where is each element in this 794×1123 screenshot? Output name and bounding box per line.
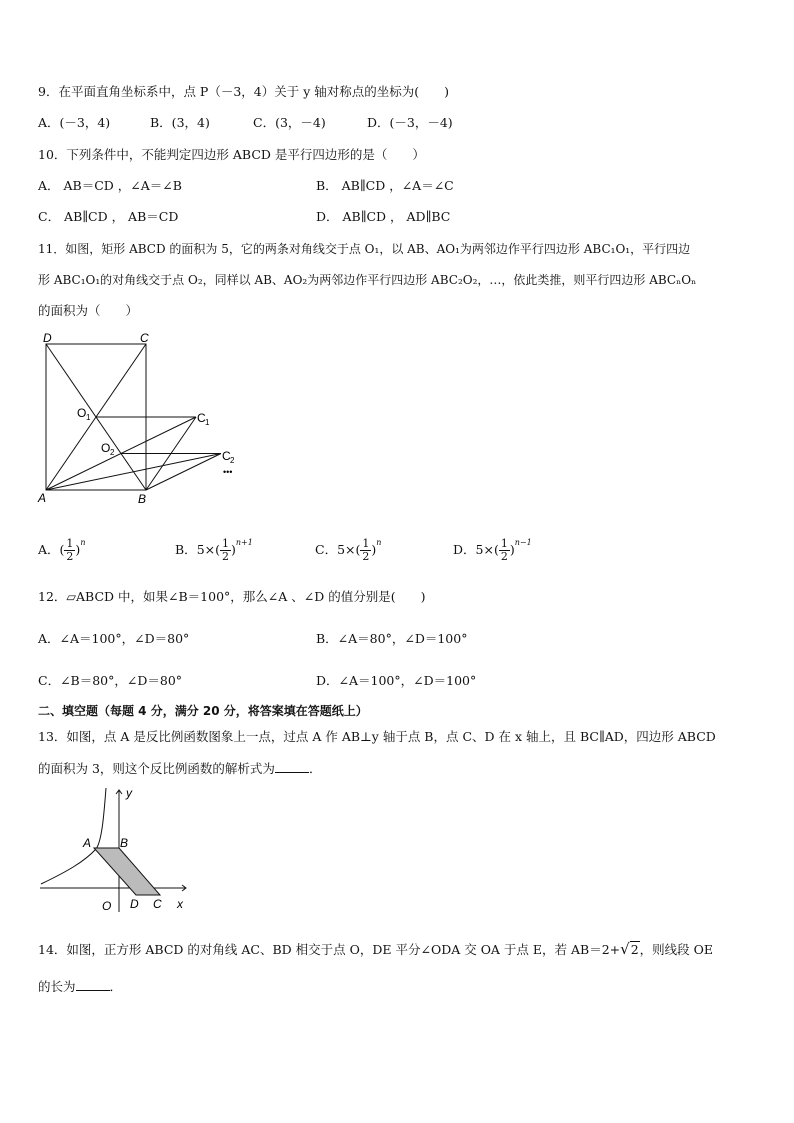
label-o1: O bbox=[77, 406, 87, 420]
label-o2-sub: 2 bbox=[110, 448, 115, 457]
q9-option-d: D．(－3，－4) bbox=[367, 115, 453, 130]
q13-figure bbox=[36, 784, 196, 916]
q10-option-a: A． AB＝CD ，∠A＝∠B bbox=[38, 178, 182, 193]
q11-line-2: 形 ABC₁O₁的对角线交于点 O₂，同样以 AB、AO₂为两邻边作平行四边形 ABC₂O₂，…，依此类推，则平行四边形 ABCₙOₙ bbox=[38, 273, 697, 287]
q14-line-1: 14．如图，正方形 ABCD 的对角线 AC、BD 相交于点 O，DE 平分∠ODA 交 OA 于点 E，若 AB＝2+√2，则线段 OE bbox=[38, 940, 714, 958]
q12-stem: 12．▱ABCD 中，如果∠B＝100°，那么∠A 、∠D 的值分别是( ) bbox=[38, 589, 426, 604]
q9-option-c: C．(3，－4) bbox=[253, 115, 326, 130]
label-c1: C bbox=[197, 411, 206, 425]
diagonal-a-c2 bbox=[46, 454, 221, 491]
label-b: B bbox=[138, 492, 147, 506]
q12-option-b: B．∠A＝80°，∠D＝100° bbox=[316, 631, 468, 646]
q12-option-a: A．∠A＝100°，∠D＝80° bbox=[38, 631, 190, 646]
q14-answer-blank bbox=[76, 978, 110, 991]
label-c1-sub: 1 bbox=[205, 418, 210, 427]
q11-option-c: C．5×( $\frac{1}{2}$ )$^n$ bbox=[315, 537, 382, 563]
section-2-title: 二、填空题（每题 4 分，满分 20 分，将答案填在答题纸上） bbox=[38, 704, 368, 718]
q12-option-d: D．∠A＝100°，∠D＝100° bbox=[316, 673, 477, 688]
segment-b-c2 bbox=[146, 454, 221, 491]
q11-option-d: D．5×( $\frac{1}{2}$ )$^{n-1}$ bbox=[453, 537, 532, 563]
hyperbola-curve bbox=[41, 788, 106, 884]
label-o: O bbox=[102, 899, 112, 913]
label-c: C bbox=[153, 897, 162, 911]
label-d: D bbox=[43, 331, 52, 345]
label-o1-sub: 1 bbox=[86, 413, 91, 422]
label-x: x bbox=[177, 897, 183, 911]
label-c2-sub: 2 bbox=[230, 456, 235, 465]
q10-option-c: C． AB∥CD ， AB＝CD bbox=[38, 209, 179, 224]
sqrt-radicand: 2 bbox=[630, 942, 639, 957]
q10-option-b: B． AB∥CD ，∠A＝∠C bbox=[316, 178, 454, 193]
q9-stem: 9．在平面直角坐标系中，点 P（－3，4）关于 y 轴对称点的坐标为( ) bbox=[38, 84, 450, 99]
label-d: D bbox=[130, 897, 139, 911]
q9-option-b: B．(3，4) bbox=[150, 115, 210, 130]
continuation-dots: ••• bbox=[223, 467, 233, 477]
q10-stem: 10．下列条件中，不能判定四边形 ABCD 是平行四边形的是（ ） bbox=[38, 147, 425, 162]
q12-option-c: C．∠B＝80°，∠D＝80° bbox=[38, 673, 183, 688]
q11-figure bbox=[30, 328, 260, 510]
label-b: B bbox=[120, 836, 129, 850]
q13-answer-blank bbox=[275, 760, 309, 773]
label-o2: O bbox=[101, 441, 111, 455]
label-a: A bbox=[38, 491, 47, 505]
q13-line-2: 的面积为 3，则这个反比例函数的解析式为 ． bbox=[38, 761, 322, 776]
q10-option-d: D． AB∥CD ， AD∥BC bbox=[316, 209, 451, 224]
q9-option-a: A．(－3，4) bbox=[38, 115, 111, 130]
label-a: A bbox=[83, 836, 92, 850]
label-c2: C bbox=[222, 449, 231, 463]
label-y: y bbox=[126, 786, 132, 800]
q11-option-a: A．( $\frac{1}{2}$ )$^n$ bbox=[38, 537, 86, 563]
label-c: C bbox=[140, 331, 149, 345]
q11-line-1: 11．如图，矩形 ABCD 的面积为 5，它的两条对角线交于点 O₁，以 AB、AO₁为两邻边作平行四边形 ABC₁O₁，平行四边 bbox=[38, 242, 691, 256]
q11-option-b: B．5×( $\frac{1}{2}$ )$^{n+1}$ bbox=[175, 537, 253, 563]
q11-line-3: 的面积为（ ） bbox=[38, 303, 139, 318]
q13-line-1: 13．如图，点 A 是反比例函数图象上一点，过点 A 作 AB⊥y 轴于点 B，点 C、D 在 x 轴上，且 BC∥AD，四边形 ABCD bbox=[38, 729, 716, 744]
q14-line-2: 的长为 ． bbox=[38, 979, 123, 994]
sqrt-symbol: √ bbox=[620, 940, 630, 958]
